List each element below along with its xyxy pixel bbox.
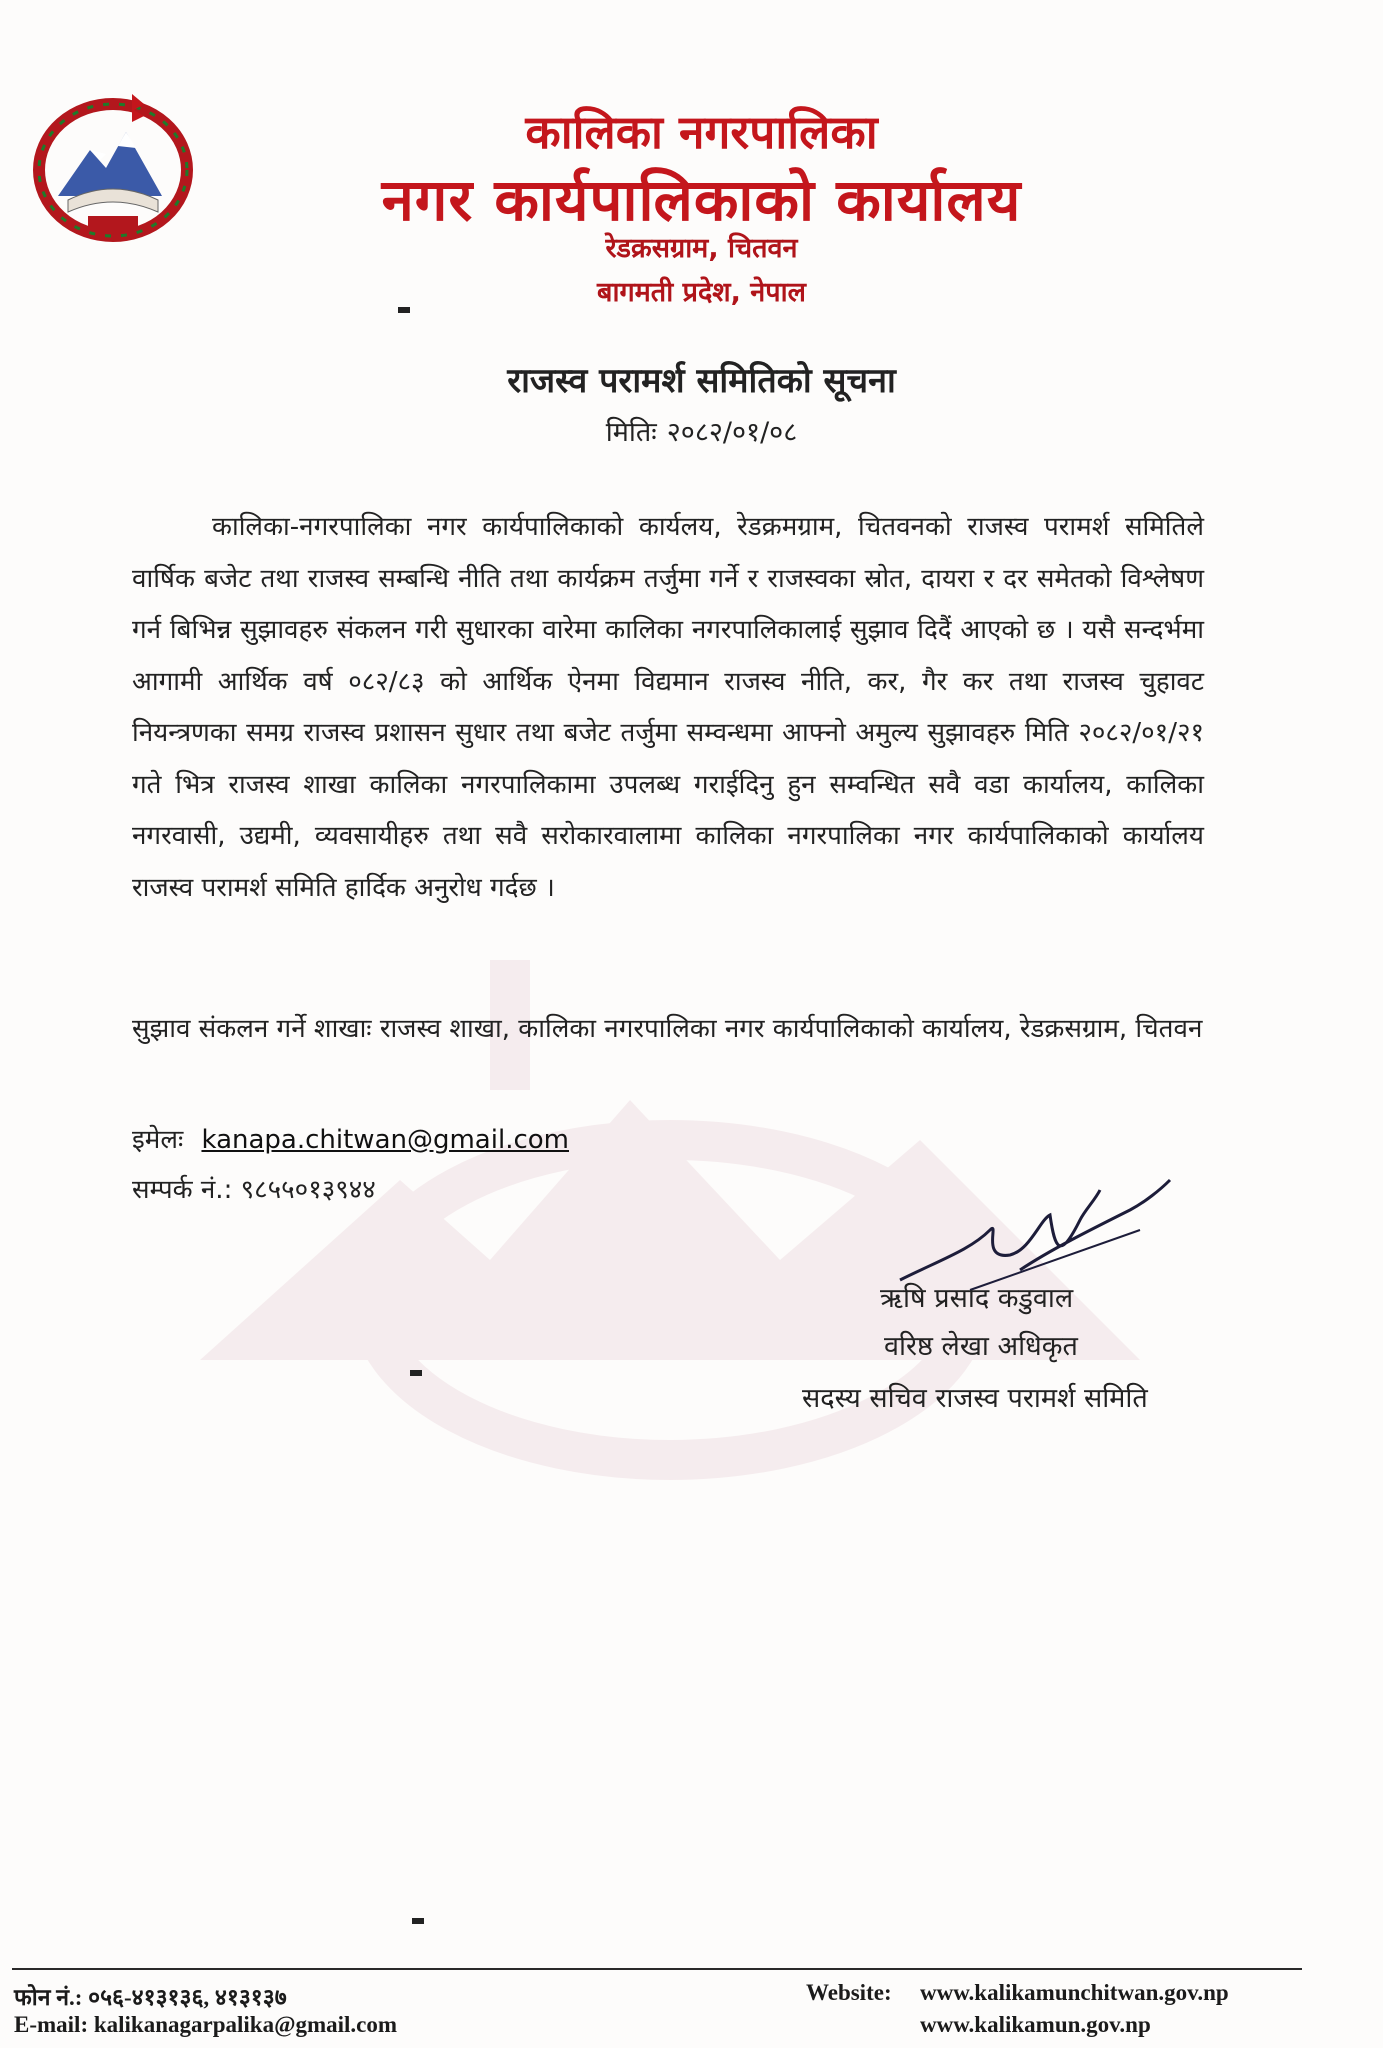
signatory-name: ऋषि प्रसाद कडुवाल	[880, 1283, 1074, 1314]
contact-phone-line	[132, 1170, 376, 1206]
footer-website-label: Website:	[806, 1980, 892, 2005]
scan-speck	[412, 1918, 424, 1924]
footer-divider	[12, 1968, 1302, 1970]
address-line-1: रेडक्रसग्राम, चितवन	[605, 233, 798, 264]
notice-title: राजस्व परामर्श समितिको सूचना	[507, 361, 896, 401]
footer-phone: फोन नं.: ०५६-४१३१३६, ४१३१३७	[14, 1985, 287, 2010]
address-line-2: बागमती प्रदेश, नेपाल	[597, 277, 806, 308]
office-name: नगर कार्यपालिकाको कार्यालय	[381, 166, 1022, 234]
footer-email[interactable]: E-mail: kalikanagarpalika@gmail.com	[14, 2012, 398, 2037]
contact-email-line	[132, 1120, 569, 1156]
signatory-role: वरिष्ठ लेखा अधिकृत	[884, 1331, 1078, 1362]
scan-speck	[410, 1370, 422, 1376]
date-value: २०८२/०१/०८	[666, 417, 798, 448]
phone-label: सम्पर्क नं.:	[132, 1175, 233, 1205]
notice-date	[0, 412, 1383, 449]
municipality-name: कालिका नगरपालिका	[525, 105, 878, 159]
notice-body: कालिका-नगरपालिका नगर कार्यपालिकाको कार्यलय, रेडक्रमग्राम, चितवनको राजस्व परामर्श समितिले वार्षिक बजेट तथा राजस्व सम्बन्धि नीति तथा कार्यक्रम तर्जुमा गर्ने र राजस्वका स्रोत, दायरा र दर समेतको विश्लेषण गर्न बिभिन्न सुझावहरु संकलन गरी सुधारका वारेमा कालिका नगरपालिकालाई सुझाव दिदैं आएको छ । यसै सन्दर्भमा आगामी आर्थिक वर्ष ०८२/८३ को आर्थिक ऐनमा विद्यमान राजस्व नीति, कर, गैर कर तथा राजस्व चुहावट नियन्त्रणका समग्र राजस्व प्रशासन सुधार तथा बजेट तर्जुमा सम्वन्धमा आफ्नो अमुल्य सुझावहरु मिति २०८२/०१/२१ गते भित्र राजस्व शाखा कालिका नगरपालिकामा उपलब्ध गराईदिनु हुन सम्वन्धित सवै वडा कार्यालय, कालिका नगरवासी, उद्यमी, व्यवसायीहरु तथा सवै सरोकारवालामा कालिका नगरपालिका नगर कार्यपालिकाको कार्यालय राजस्व परामर्श समिति हार्दिक अनुरोध गर्दछ ।	[132, 512, 1204, 903]
suggestion-branch: सुझाव संकलन गर्ने शाखाः राजस्व शाखा, कालिका नगरपालिका नगर कार्यपालिकाको कार्यालय, रेडक्रसग्राम, चितवन	[132, 1014, 1203, 1044]
email-label: इमेलः	[132, 1125, 184, 1155]
phone-number: ९८५५०१३९४४	[240, 1175, 376, 1205]
footer-website-1[interactable]: www.kalikamunchitwan.gov.np	[920, 1980, 1229, 2005]
footer-website-2[interactable]: www.kalikamun.gov.np	[920, 2012, 1151, 2037]
scan-speck	[398, 307, 410, 313]
date-label: मितिः	[605, 417, 657, 448]
email-link[interactable]: kanapa.chitwan@gmail.com	[201, 1125, 569, 1155]
signatory-post: सदस्य सचिव राजस्व परामर्श समिति	[802, 1383, 1148, 1414]
